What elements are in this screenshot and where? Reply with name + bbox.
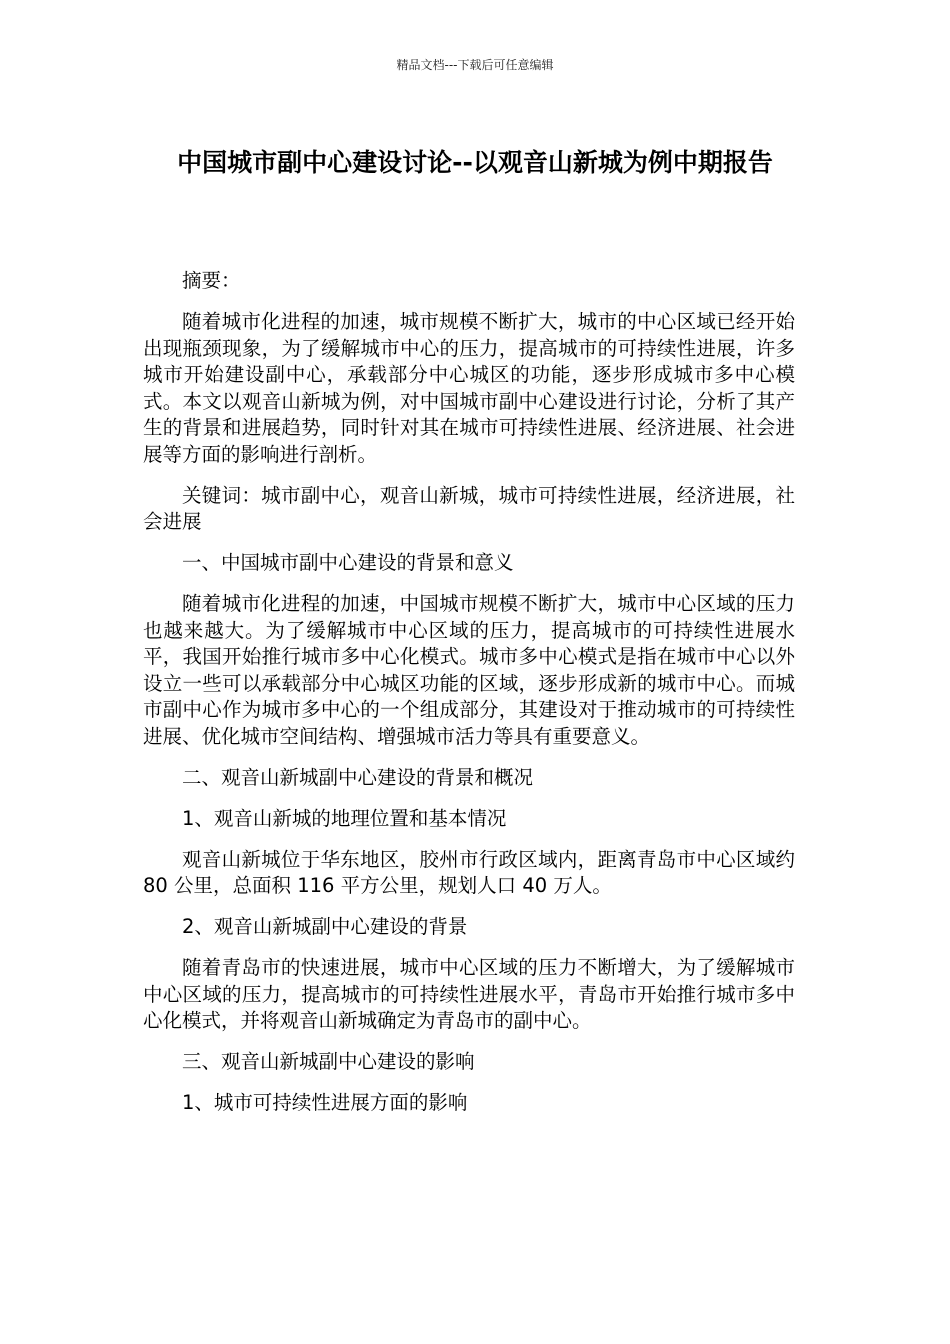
section-heading-1: 一、中国城市副中心建设的背景和意义 [182, 551, 514, 574]
header-note: 精品文档---下载后可任意编辑 [396, 58, 554, 72]
subsection-heading: 2、观音山新城副中心建设的背景 [182, 915, 468, 938]
document-body [143, 268, 795, 1131]
subsection-heading: 1、城市可持续性进展方面的影响 [182, 1091, 468, 1114]
section-heading-3: 三、观音山新城副中心建设的影响 [182, 1050, 475, 1073]
body-paragraph: 观音山新城位于华东地区，胶州市行政区域内，距离青岛市中心区域约 80 公里，总面积 116 平方公里，规划人口 40 万人。 [143, 847, 795, 897]
abstract-paragraph: 随着城市化进程的加速，城市规模不断扩大，城市的中心区域已经开始出现瓶颈现象，为了缓解城市中心的压力，提高城市的可持续性进展，许多城市开始建设副中心，承载部分中心城区的功能，逐步形成城市多中心模式。本文以观音山新城为例，对中国城市副中心建设进行讨论，分析了其产生的背景和进展趋势，同时针对其在城市可持续性进展、经济进展、社会进展等方面的影响进行剖析。 [143, 310, 795, 466]
body-paragraph: 随着青岛市的快速进展，城市中心区域的压力不断增大，为了缓解城市中心区域的压力，提高城市的可持续性进展水平，青岛市开始推行城市多中心化模式，并将观音山新城确定为青岛市的副中心。 [143, 956, 795, 1032]
keywords-paragraph: 关键词：城市副中心，观音山新城，城市可持续性进展，经济进展，社会进展 [143, 483, 795, 533]
subsection-heading: 1、观音山新城的地理位置和基本情况 [182, 806, 507, 830]
abstract-heading: 摘要： [182, 269, 241, 292]
document-title: 中国城市副中心建设讨论--以观音山新城为例中期报告 [177, 148, 773, 177]
section-heading-2: 二、观音山新城副中心建设的背景和概况 [182, 765, 534, 789]
body-paragraph: 随着城市化进程的加速，中国城市规模不断扩大，城市中心区域的压力也越来越大。为了缓解城市中心区域的压力，提高城市的可持续性进展水平，我国开始推行城市多中心化模式。城市多中心模式是指在城市中心以外设立一些可以承载部分中心城区功能的区域，逐步形成新的城市中心。而城市副中心作为城市多中心的一个组成部分，其建设对于推动城市的可持续性进展、优化城市空间结构、增强城市活力等具有重要意义。 [143, 592, 795, 748]
